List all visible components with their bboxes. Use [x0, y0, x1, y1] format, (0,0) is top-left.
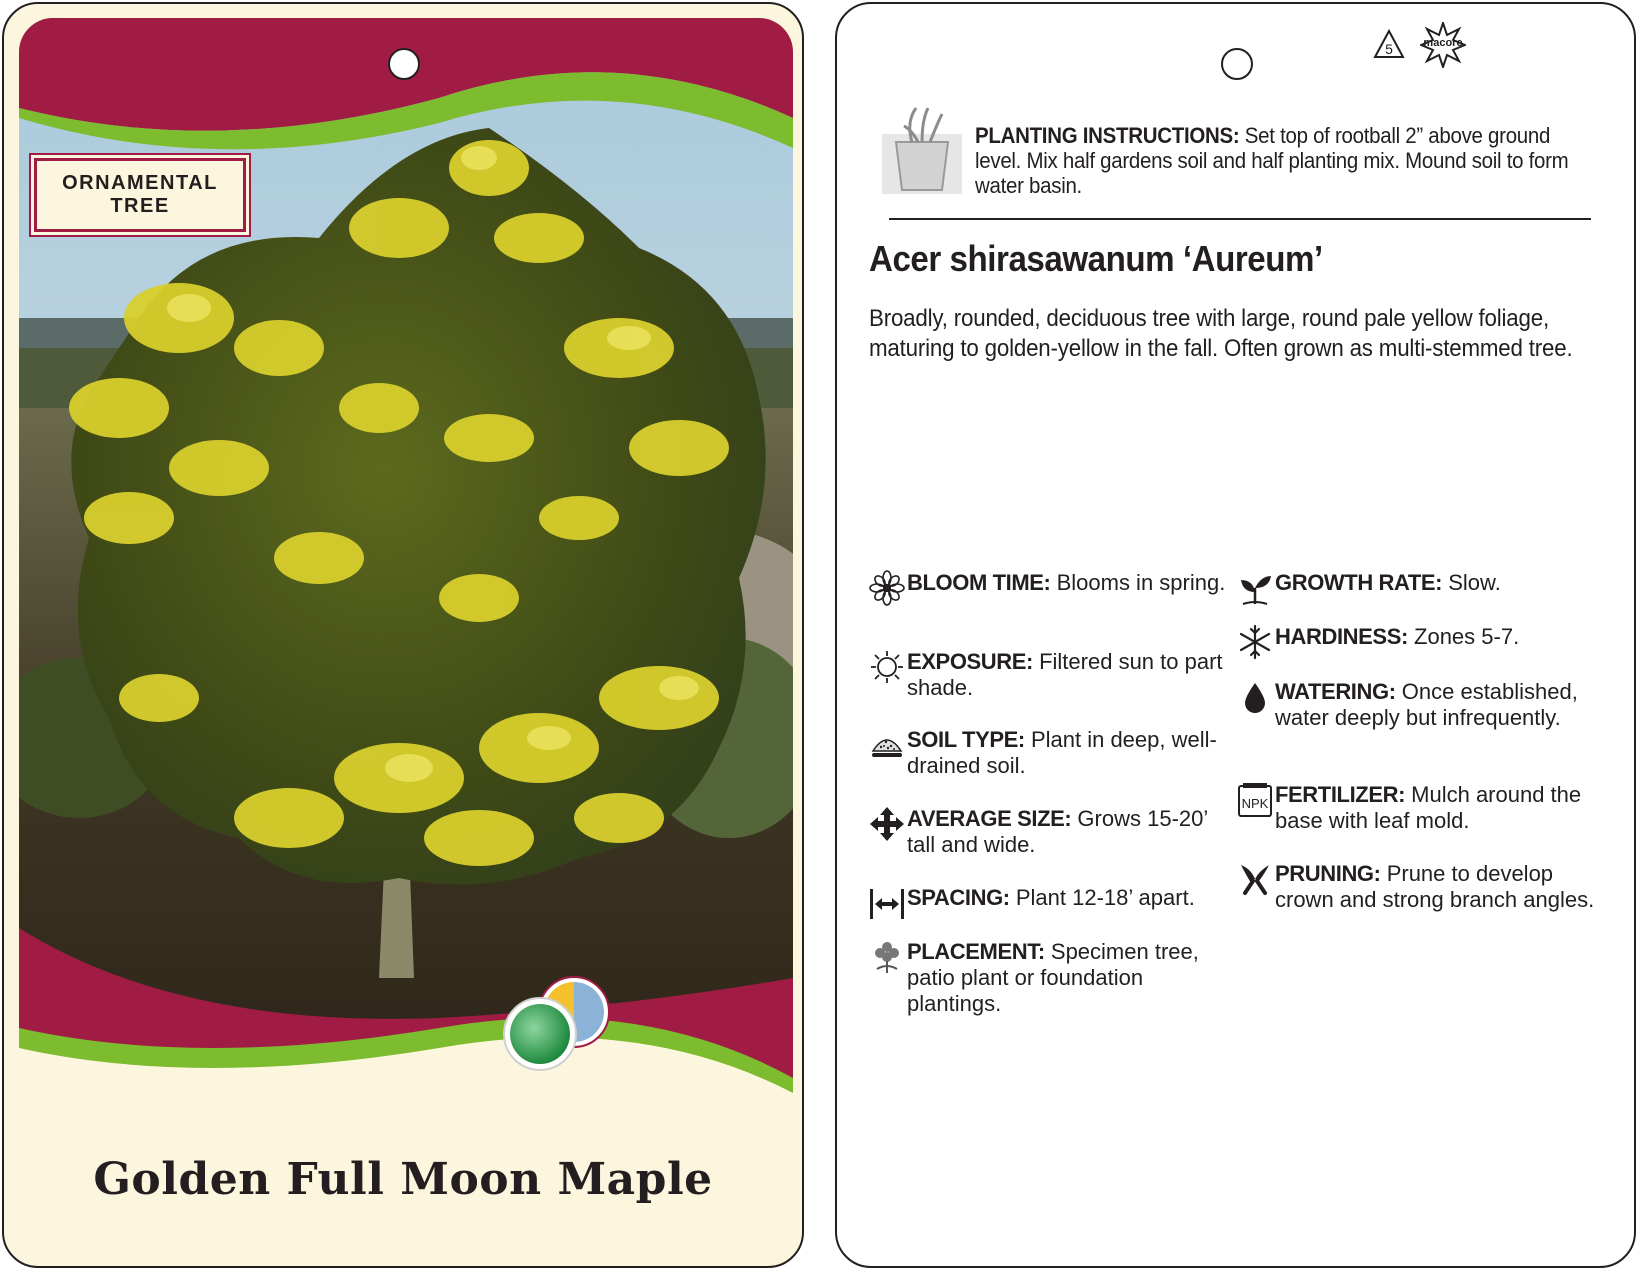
plant-description: Broadly, rounded, deciduous tree with large, round pale yellow foliage, maturing to golden-yellow in the fall. Often grown as multi-stemmed tree.	[869, 305, 1573, 362]
placement-icon	[869, 939, 905, 975]
npk-icon	[1237, 782, 1273, 818]
recycle-number: 5	[1385, 41, 1393, 57]
botanical-name: Acer shirasawanum ‘Aureum’	[869, 238, 1323, 279]
macore-text: macore	[1423, 37, 1463, 49]
attribute-value: Plant in deep, well-drained soil.	[907, 727, 1217, 778]
attribute-label: FERTILIZER:	[1275, 782, 1406, 807]
npk-text: NPK	[1241, 796, 1269, 811]
planting-text	[975, 123, 1570, 198]
badge-line-2: TREE	[110, 195, 170, 217]
planting-label: PLANTING INSTRUCTIONS:	[975, 123, 1240, 148]
flower-icon	[869, 570, 905, 606]
hang-hole	[1221, 48, 1253, 80]
sun-icon	[869, 649, 905, 685]
attribute-value: Grows 15-20’ tall and wide.	[907, 806, 1208, 857]
attribute-value: Zones 5-7.	[1407, 624, 1520, 649]
logos	[1372, 22, 1466, 68]
attribute-label: SOIL TYPE:	[907, 727, 1025, 752]
attribute-label: GROWTH RATE:	[1275, 570, 1443, 595]
hang-hole	[388, 48, 420, 80]
attribute-label: EXPOSURE:	[907, 649, 1033, 674]
attribute-value: Prune to develop crown and strong branch angles.	[1275, 861, 1595, 912]
planting-instructions	[882, 104, 1602, 204]
attribute-label: BLOOM TIME:	[907, 570, 1051, 595]
pruners-icon	[1237, 861, 1273, 897]
attribute-label: PRUNING:	[1275, 861, 1381, 886]
attribute-label: AVERAGE SIZE:	[907, 806, 1072, 831]
planting-value: Set top of rootball 2” above ground level. Mix half gardens soil and half planting mix. Mound soil to form water basin.	[975, 123, 1569, 198]
soil-icon	[869, 727, 905, 763]
water-drop-icon	[1237, 679, 1273, 715]
potted-plant-icon	[882, 104, 962, 196]
attribute-value: Plant 12-18’ apart.	[1009, 885, 1195, 910]
recycle-icon	[1372, 28, 1406, 62]
macore-logo	[1420, 22, 1466, 68]
attribute-value: Filtered sun to part shade.	[907, 649, 1223, 700]
attribute-label: HARDINESS:	[1275, 624, 1408, 649]
common-name: Golden Full Moon Maple	[93, 1154, 713, 1205]
badge-line-1: ORNAMENTAL	[62, 172, 218, 194]
divider	[889, 218, 1591, 220]
attribute-value: Mulch around the base with leaf mold.	[1275, 782, 1582, 833]
attribute-label: WATERING:	[1275, 679, 1396, 704]
green-circle-icon	[504, 998, 576, 1070]
back-tag	[835, 2, 1636, 1268]
attribute-label: PLACEMENT:	[907, 939, 1045, 964]
exposure-symbols	[482, 974, 642, 1074]
attribute-value: Once established, water deeply but infrequently.	[1275, 679, 1578, 730]
attribute-value: Specimen tree, patio plant or foundation plantings.	[907, 939, 1199, 1016]
size-arrows-icon	[869, 806, 905, 842]
snowflake-icon	[1237, 624, 1273, 660]
category-badge	[34, 158, 246, 232]
attribute-value: Blooms in spring.	[1050, 570, 1226, 595]
spacing-arrows-icon	[869, 885, 905, 921]
sprout-icon	[1237, 570, 1273, 606]
attribute-value: Slow.	[1442, 570, 1501, 595]
attribute-label: SPACING:	[907, 885, 1010, 910]
front-tag	[2, 2, 804, 1268]
